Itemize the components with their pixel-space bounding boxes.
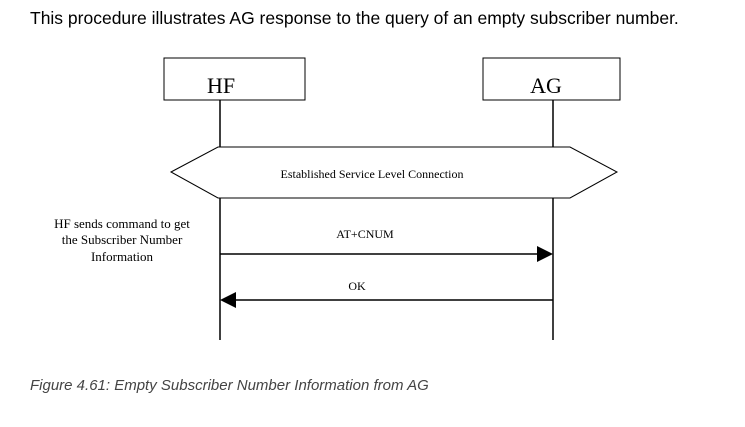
message-ok-label: OK bbox=[348, 279, 366, 293]
side-note-line-3: Information bbox=[90, 249, 154, 264]
message-at-cnum-label: AT+CNUM bbox=[336, 227, 394, 241]
connection-label: Established Service Level Connection bbox=[280, 167, 464, 181]
hf-entity-label: HF bbox=[206, 73, 236, 98]
message-ok-arrowhead bbox=[220, 292, 236, 308]
message-at-cnum-arrowhead bbox=[537, 246, 553, 262]
side-note-line-2: the Subscriber Number bbox=[61, 232, 183, 247]
intro-text: This procedure illustrates AG response to the query of an empty subscriber number. bbox=[30, 8, 679, 28]
side-note-line-1: HF sends command to get bbox=[54, 216, 190, 231]
figure-caption: Figure 4.61: Empty Subscriber Number Information from AG bbox=[30, 377, 429, 394]
ag-entity-label: AG bbox=[530, 73, 562, 98]
